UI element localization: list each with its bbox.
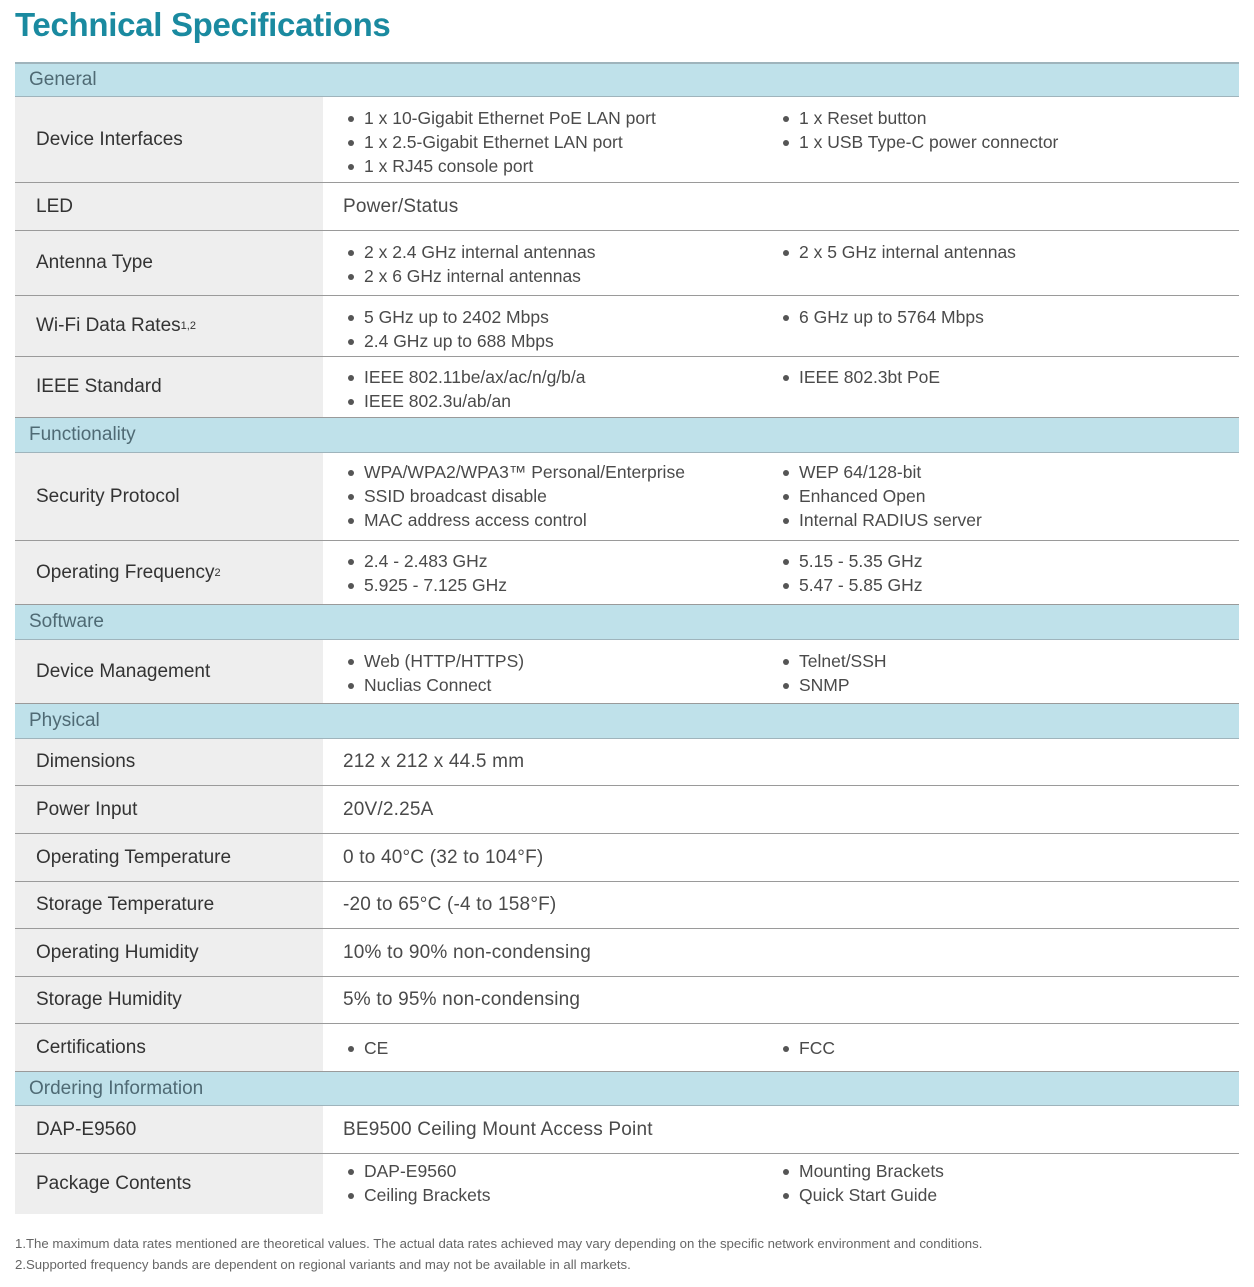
bullet-list bbox=[782, 549, 1239, 597]
bullet-item: Nuclias Connect bbox=[347, 673, 782, 697]
bullet-item: Enhanced Open bbox=[782, 484, 1239, 508]
bullet-item: Internal RADIUS server bbox=[782, 508, 1239, 532]
spec-label-text: Wi-Fi Data Rates bbox=[36, 315, 181, 336]
spec-row-antenna-type bbox=[15, 231, 1239, 296]
spec-label bbox=[15, 1024, 323, 1071]
spec-value bbox=[323, 834, 1239, 881]
spec-label bbox=[15, 786, 323, 833]
footnote-1: 1.The maximum data rates mentioned are theoretical values. The actual data rates achieved may vary depending on the specific network environment and conditions. bbox=[15, 1236, 983, 1251]
footnotes bbox=[15, 1233, 982, 1275]
section-header-physical: Physical bbox=[15, 704, 1239, 739]
bullet-item: WEP 64/128-bit bbox=[782, 460, 1239, 484]
spec-label bbox=[15, 640, 323, 703]
spec-value bbox=[323, 296, 1239, 356]
spec-row-operating-temperature bbox=[15, 834, 1239, 882]
spec-label bbox=[15, 834, 323, 881]
bullet-item: 1 x Reset button bbox=[782, 106, 1239, 130]
spec-value bbox=[323, 541, 1239, 604]
spec-value bbox=[323, 640, 1239, 703]
bullet-list bbox=[323, 305, 782, 353]
spec-value-text: 10% to 90% non-condensing bbox=[343, 941, 591, 963]
bullet-item: 2 x 5 GHz internal antennas bbox=[782, 240, 1239, 264]
spec-value-text: 212 x 212 x 44.5 mm bbox=[343, 751, 525, 772]
spec-value bbox=[323, 929, 1239, 976]
bullet-item: WPA/WPA2/WPA3™ Personal/Enterprise bbox=[347, 460, 782, 484]
spec-value bbox=[323, 739, 1239, 785]
spec-row-device-management bbox=[15, 640, 1239, 704]
bullet-item: Quick Start Guide bbox=[782, 1183, 1239, 1207]
section-header-software: Software bbox=[15, 605, 1239, 640]
spec-label-text: Package Contents bbox=[36, 1173, 192, 1194]
spec-row-package-contents bbox=[15, 1154, 1239, 1214]
bullet-item: IEEE 802.3u/ab/an bbox=[347, 389, 782, 413]
spec-label-text: Device Management bbox=[36, 660, 211, 682]
bullet-item: 2.4 - 2.483 GHz bbox=[347, 549, 782, 573]
bullet-item: IEEE 802.3bt PoE bbox=[782, 365, 1239, 389]
spec-label-text: Storage Humidity bbox=[36, 989, 182, 1010]
bullet-list bbox=[782, 649, 1239, 697]
bullet-list bbox=[323, 1159, 782, 1207]
section-header-functionality: Functionality bbox=[15, 418, 1239, 453]
bullet-item: FCC bbox=[782, 1036, 1239, 1060]
bullet-item: SSID broadcast disable bbox=[347, 484, 782, 508]
section-header-ordering: Ordering Information bbox=[15, 1072, 1239, 1106]
page-title: Technical Specifications bbox=[15, 6, 391, 43]
spec-table bbox=[15, 62, 1239, 1214]
spec-label bbox=[15, 1106, 323, 1153]
spec-row-certifications bbox=[15, 1024, 1239, 1072]
spec-label bbox=[15, 97, 323, 182]
spec-value bbox=[323, 1024, 1239, 1071]
spec-value bbox=[323, 231, 1239, 295]
spec-row-operating-frequency bbox=[15, 541, 1239, 605]
spec-label-text: Dimensions bbox=[36, 751, 136, 772]
bullet-list bbox=[782, 240, 1239, 264]
spec-row-storage-humidity bbox=[15, 977, 1239, 1024]
bullet-list bbox=[782, 305, 1239, 329]
spec-label-text: Certifications bbox=[36, 1036, 146, 1058]
spec-label-text: Operating Temperature bbox=[36, 846, 232, 868]
bullet-item: Web (HTTP/HTTPS) bbox=[347, 649, 782, 673]
spec-row-led bbox=[15, 183, 1239, 231]
spec-label bbox=[15, 739, 323, 785]
bullet-item: 5.925 - 7.125 GHz bbox=[347, 573, 782, 597]
bullet-item: 1 x 10-Gigabit Ethernet PoE LAN port bbox=[347, 106, 782, 130]
section-header-general: General bbox=[15, 64, 1239, 97]
bullet-item: 6 GHz up to 5764 Mbps bbox=[782, 305, 1239, 329]
bullet-item: 2 x 6 GHz internal antennas bbox=[347, 264, 782, 288]
spec-label bbox=[15, 453, 323, 540]
bullet-list bbox=[323, 649, 782, 697]
spec-label-text: Power Input bbox=[36, 798, 138, 820]
spec-label-text: Operating Frequency bbox=[36, 561, 215, 583]
bullet-item: Ceiling Brackets bbox=[347, 1183, 782, 1207]
spec-row-model bbox=[15, 1106, 1239, 1154]
bullet-list bbox=[323, 106, 782, 178]
footnote-2: 2.Supported frequency bands are dependent on regional variants and may not be available in all markets. bbox=[15, 1257, 631, 1272]
spec-value bbox=[323, 97, 1239, 182]
spec-label bbox=[15, 882, 323, 928]
bullet-item: DAP-E9560 bbox=[347, 1159, 782, 1183]
spec-label bbox=[15, 231, 323, 295]
bullet-list bbox=[323, 1036, 782, 1060]
spec-value bbox=[323, 357, 1239, 417]
spec-label-text: Antenna Type bbox=[36, 252, 153, 273]
bullet-item: 1 x RJ45 console port bbox=[347, 154, 782, 178]
spec-label-text: LED bbox=[36, 195, 73, 217]
bullet-item: 1 x 2.5-Gigabit Ethernet LAN port bbox=[347, 130, 782, 154]
bullet-item: 5 GHz up to 2402 Mbps bbox=[347, 305, 782, 329]
bullet-item: IEEE 802.11be/ax/ac/n/g/b/a bbox=[347, 365, 782, 389]
spec-label-text: Operating Humidity bbox=[36, 941, 199, 963]
spec-value-text: 0 to 40°C (32 to 104°F) bbox=[343, 846, 544, 868]
spec-value-text: BE9500 Ceiling Mount Access Point bbox=[343, 1118, 653, 1140]
spec-row-operating-humidity bbox=[15, 929, 1239, 977]
spec-label bbox=[15, 357, 323, 417]
spec-label bbox=[15, 1154, 323, 1214]
bullet-item: Telnet/SSH bbox=[782, 649, 1239, 673]
bullet-list bbox=[782, 1159, 1239, 1207]
bullet-list bbox=[782, 1036, 1239, 1060]
bullet-list bbox=[782, 460, 1239, 532]
spec-value bbox=[323, 183, 1239, 230]
spec-value bbox=[323, 1106, 1239, 1153]
spec-value bbox=[323, 882, 1239, 928]
spec-value bbox=[323, 453, 1239, 540]
bullet-list bbox=[323, 549, 782, 597]
spec-label-text: IEEE Standard bbox=[36, 376, 162, 397]
spec-value-text: -20 to 65°C (-4 to 158°F) bbox=[343, 894, 557, 915]
spec-row-power-input bbox=[15, 786, 1239, 834]
spec-row-security-protocol bbox=[15, 453, 1239, 541]
spec-value-text: Power/Status bbox=[343, 195, 459, 217]
spec-row-storage-temperature bbox=[15, 882, 1239, 929]
spec-row-wifi-data-rates bbox=[15, 296, 1239, 357]
spec-value-text: 20V/2.25A bbox=[343, 798, 434, 820]
spec-label-text: Device Interfaces bbox=[36, 128, 183, 150]
spec-row-ieee-standard bbox=[15, 357, 1239, 418]
bullet-item: CE bbox=[347, 1036, 782, 1060]
bullet-item: 2.4 GHz up to 688 Mbps bbox=[347, 329, 782, 353]
bullet-item: 1 x USB Type-C power connector bbox=[782, 130, 1239, 154]
spec-row-device-interfaces bbox=[15, 97, 1239, 183]
spec-label-text: DAP-E9560 bbox=[36, 1118, 137, 1140]
spec-value bbox=[323, 977, 1239, 1023]
spec-value-text: 5% to 95% non-condensing bbox=[343, 989, 581, 1010]
spec-label bbox=[15, 183, 323, 230]
bullet-list bbox=[323, 460, 782, 532]
bullet-list bbox=[782, 106, 1239, 154]
bullet-list bbox=[323, 240, 782, 288]
spec-label: Operating Frequency 2 bbox=[15, 541, 323, 604]
bullet-list bbox=[323, 365, 782, 413]
spec-label-text: Storage Temperature bbox=[36, 894, 215, 915]
bullet-item: Mounting Brackets bbox=[782, 1159, 1239, 1183]
bullet-item: 5.47 - 5.85 GHz bbox=[782, 573, 1239, 597]
spec-row-dimensions bbox=[15, 739, 1239, 786]
bullet-item: 2 x 2.4 GHz internal antennas bbox=[347, 240, 782, 264]
spec-value bbox=[323, 1154, 1239, 1214]
bullet-item: MAC address access control bbox=[347, 508, 782, 532]
spec-value bbox=[323, 786, 1239, 833]
spec-label bbox=[15, 977, 323, 1023]
spec-label bbox=[15, 929, 323, 976]
bullet-list bbox=[782, 365, 1239, 389]
bullet-item: SNMP bbox=[782, 673, 1239, 697]
bullet-item: 5.15 - 5.35 GHz bbox=[782, 549, 1239, 573]
spec-label: Wi-Fi Data Rates 1,2 bbox=[15, 296, 323, 356]
spec-label-text: Security Protocol bbox=[36, 485, 180, 507]
